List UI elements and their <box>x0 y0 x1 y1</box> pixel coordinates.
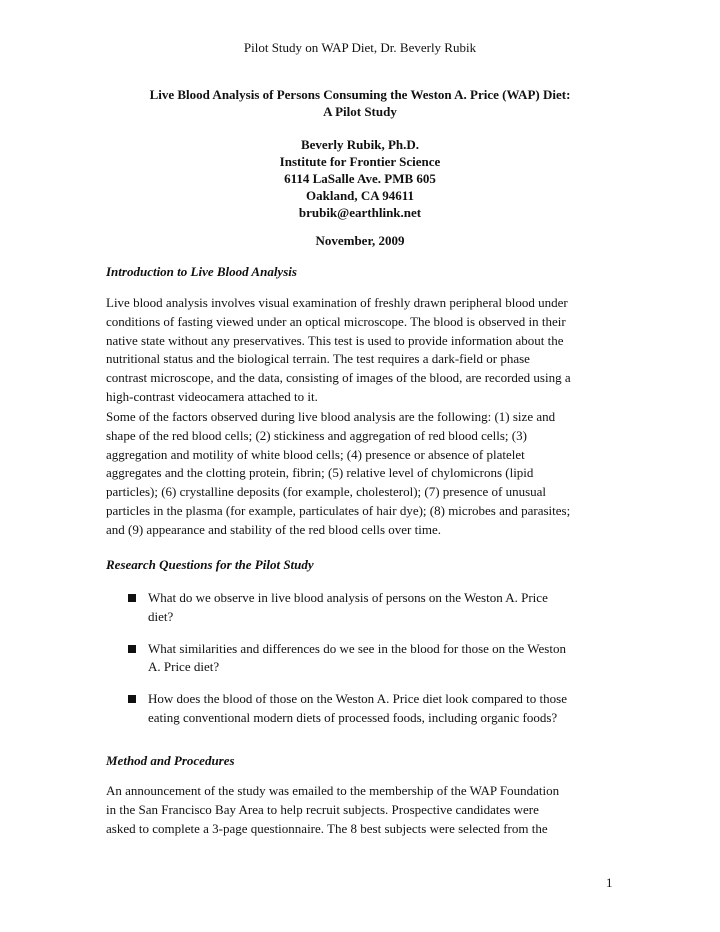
text-line: What similarities and differences do we see in the blood for those on the Weston <box>148 640 566 656</box>
text-line: aggregation and motility of white blood cells; (4) presence or absence of platelet <box>106 446 525 462</box>
author-block <box>80 136 640 221</box>
text-line: How does the blood of those on the Weston A. Price diet look compared to those <box>148 691 567 707</box>
text-line: Some of the factors observed during live blood analysis are the following: (1) size and <box>106 409 556 424</box>
document-date: November, 2009 <box>315 233 405 248</box>
square-bullet-icon <box>128 645 136 653</box>
title-line-2: A Pilot Study <box>323 104 397 119</box>
document-title <box>80 86 640 120</box>
text-line: nutritional status and the biological terrain. The test requires a dark-field or phase <box>106 351 530 367</box>
text-line: aggregates and the clotting protein, fibrin; (5) relative level of chylomicrons (lipid <box>106 465 534 481</box>
intro-paragraph-1 <box>106 294 616 407</box>
text-line: shape of the red blood cells; (2) stickiness and aggregation of red blood cells; (3) <box>106 427 527 443</box>
text-line: asked to complete a 3-page questionnaire. The 8 best subjects were selected from the <box>106 820 548 836</box>
text-line: high-contrast videocamera attached to it. <box>106 388 318 404</box>
square-bullet-icon <box>128 695 136 703</box>
list-item <box>128 589 608 627</box>
text-line: Live blood analysis involves visual examination of freshly drawn peripheral blood under <box>106 295 568 310</box>
author-name: Beverly Rubik, Ph.D. <box>300 137 420 152</box>
page-number: 1 <box>606 875 613 890</box>
text-line: conditions of fasting viewed under an optical microscope. The blood is observed in their <box>106 313 566 329</box>
text-line: What do we observe in live blood analysis of persons on the Weston A. Price <box>148 590 548 605</box>
section-heading-intro: Introduction to Live Blood Analysis <box>106 264 297 279</box>
research-questions-list <box>128 589 608 741</box>
text-line: and (9) appearance and stability of the red blood cells over time. <box>106 521 441 537</box>
text-line: contrast microscope, and the data, consisting of images of the blood, are recorded using a <box>106 370 571 386</box>
list-item <box>128 640 608 678</box>
author-institute: Institute for Frontier Science <box>279 154 441 169</box>
author-email: brubik@earthlink.net <box>298 205 422 220</box>
intro-paragraph-2 <box>106 408 616 540</box>
text-line: particles in the plasma (for example, particulates of hair dye); (8) microbes and parasites; <box>106 502 571 518</box>
section-heading-method: Method and Procedures <box>106 753 235 768</box>
method-paragraph-1 <box>106 782 616 838</box>
text-line: eating conventional modern diets of processed foods, including organic foods? <box>148 709 558 725</box>
square-bullet-icon <box>128 594 136 602</box>
running-header: Pilot Study on WAP Diet, Dr. Beverly Rubik <box>243 40 477 55</box>
author-city: Oakland, CA 94611 <box>305 188 414 203</box>
text-line: diet? <box>148 608 174 624</box>
section-heading-research: Research Questions for the Pilot Study <box>106 557 314 572</box>
author-street: 6114 LaSalle Ave. PMB 605 <box>284 171 436 186</box>
text-line: in the San Francisco Bay Area to help recruit subjects. Prospective candidates were <box>106 801 539 817</box>
text-line: A. Price diet? <box>148 659 220 675</box>
text-line: native state without any preservatives. This test is used to provide information about the <box>106 332 564 348</box>
text-line: particles); (6) crystalline deposits (for example, cholesterol); (7) presence of unusual <box>106 484 547 500</box>
title-line-1: Live Blood Analysis of Persons Consuming the Weston A. Price (WAP) Diet: <box>149 87 571 102</box>
list-item <box>128 690 608 728</box>
text-line: An announcement of the study was emailed to the membership of the WAP Foundation <box>106 783 560 798</box>
